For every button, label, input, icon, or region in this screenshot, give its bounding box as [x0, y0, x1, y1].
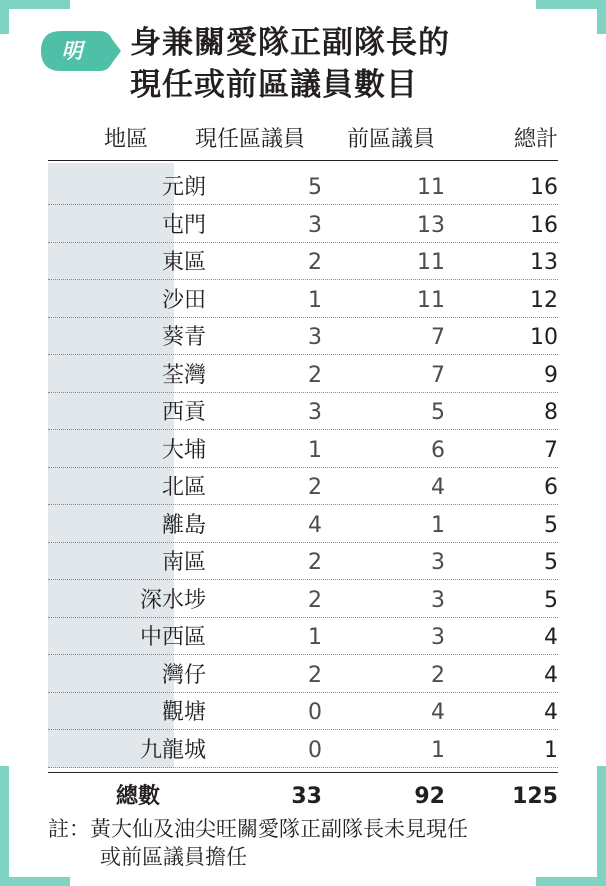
table-row	[48, 581, 558, 618]
total-count-cell: 4	[544, 700, 558, 725]
table-row	[48, 656, 558, 693]
row-divider	[48, 767, 558, 768]
current-count-cell: 0	[308, 737, 322, 763]
district-cell: 荃灣	[161, 362, 206, 388]
table-row	[48, 468, 558, 505]
district-cell: 東區	[161, 250, 206, 275]
former-count-cell: 3	[431, 587, 445, 613]
table-row	[48, 243, 558, 280]
table-row	[48, 318, 558, 355]
page-title	[130, 22, 600, 106]
total-count-cell: 13	[530, 250, 558, 275]
district-cell: 屯門	[161, 212, 206, 238]
table-row	[48, 693, 558, 730]
former-count-cell: 13	[417, 212, 445, 238]
current-count-cell: 5	[308, 175, 322, 200]
total-count-cell: 10	[530, 325, 558, 350]
footnote	[48, 815, 568, 871]
totals-total: 125	[512, 784, 558, 809]
former-count-cell: 4	[431, 475, 445, 500]
current-count-cell: 3	[308, 325, 322, 350]
district-cell: 南區	[161, 550, 206, 575]
former-count-cell: 2	[431, 662, 445, 688]
frame-corner-bottom-right	[536, 877, 606, 886]
totals-current: 33	[291, 784, 322, 809]
total-count-cell: 5	[544, 587, 558, 613]
total-count-cell: 16	[530, 212, 558, 238]
footnote-line-2: 或前區議員擔任	[100, 845, 247, 869]
column-header-district: 地區	[104, 127, 149, 152]
district-cell: 大埔	[161, 437, 206, 463]
column-header-current: 現任區議員	[195, 127, 306, 152]
district-cell: 西貢	[161, 400, 206, 425]
former-count-cell: 7	[431, 325, 445, 350]
title-line-1: 身兼關愛隊正副隊長的	[130, 25, 450, 61]
district-cell: 沙田	[161, 287, 206, 313]
current-count-cell: 2	[308, 550, 322, 575]
current-count-cell: 0	[308, 700, 322, 725]
total-count-cell: 6	[544, 475, 558, 500]
former-count-cell: 11	[417, 175, 445, 200]
district-cell: 觀塘	[161, 700, 206, 725]
total-count-cell: 8	[544, 400, 558, 425]
former-count-cell: 4	[431, 700, 445, 725]
district-cell: 深水埗	[139, 587, 206, 613]
table-row	[48, 206, 558, 243]
current-count-cell: 4	[308, 512, 322, 538]
total-count-cell: 12	[530, 287, 558, 313]
current-count-cell: 1	[308, 287, 322, 313]
footnote-line-1: 註：黃大仙及油尖旺關愛隊正副隊長未見現任	[48, 817, 468, 841]
district-cell: 中西區	[139, 625, 206, 650]
totals-label: 總數	[115, 784, 160, 809]
current-count-cell: 1	[308, 625, 322, 650]
table-row	[48, 543, 558, 580]
column-header-total: 總計	[513, 127, 558, 152]
district-cell: 灣仔	[161, 662, 206, 688]
title-line-2: 現任或前區議員數目	[130, 67, 418, 103]
total-count-cell: 1	[544, 737, 558, 763]
frame-corner-bottom-right	[597, 766, 606, 886]
table-row	[48, 393, 558, 430]
totals-former: 92	[414, 784, 445, 809]
current-count-cell: 3	[308, 400, 322, 425]
frame-corner-top-right	[536, 0, 606, 9]
column-header-former: 前區議員	[347, 127, 436, 152]
current-count-cell: 2	[308, 250, 322, 275]
total-count-cell: 16	[530, 175, 558, 200]
frame-corner-bottom-left	[0, 877, 70, 886]
district-cell: 九龍城	[139, 737, 206, 763]
district-cell: 北區	[161, 475, 206, 500]
current-count-cell: 1	[308, 437, 322, 463]
former-count-cell: 6	[431, 437, 445, 463]
current-count-cell: 2	[308, 587, 322, 613]
table-row	[48, 506, 558, 543]
total-count-cell: 9	[544, 362, 558, 388]
former-count-cell: 3	[431, 625, 445, 650]
former-count-cell: 5	[431, 400, 445, 425]
former-count-cell: 11	[417, 250, 445, 275]
district-cell: 離島	[161, 512, 206, 538]
district-cell: 葵青	[161, 325, 206, 350]
current-count-cell: 2	[308, 662, 322, 688]
total-count-cell: 7	[544, 437, 558, 463]
current-count-cell: 2	[308, 362, 322, 388]
table-row	[48, 281, 558, 318]
total-count-cell: 4	[544, 625, 558, 650]
header-divider	[48, 160, 558, 161]
total-count-cell: 5	[544, 550, 558, 575]
table-row	[48, 431, 558, 468]
current-count-cell: 2	[308, 475, 322, 500]
former-count-cell: 7	[431, 362, 445, 388]
table-row	[48, 618, 558, 655]
district-cell: 元朗	[161, 175, 206, 200]
frame-corner-bottom-left	[0, 766, 9, 886]
total-count-cell: 4	[544, 662, 558, 688]
total-count-cell: 5	[544, 512, 558, 538]
table-row	[48, 356, 558, 393]
frame-corner-top-left	[0, 0, 70, 9]
table-row	[48, 168, 558, 205]
former-count-cell: 1	[431, 512, 445, 538]
table-row	[48, 731, 558, 768]
current-count-cell: 3	[308, 212, 322, 238]
totals-divider	[48, 772, 558, 773]
logo-text: 明	[61, 38, 83, 63]
former-count-cell: 1	[431, 737, 445, 763]
former-count-cell: 3	[431, 550, 445, 575]
former-count-cell: 11	[417, 287, 445, 313]
